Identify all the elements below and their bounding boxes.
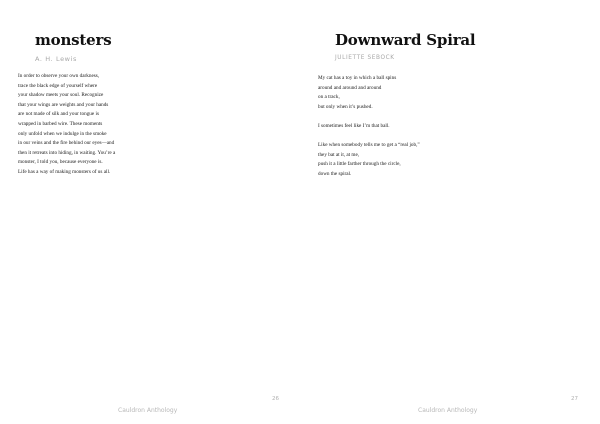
poem-line: push it a little farther through the circle,	[318, 161, 401, 168]
poem-line: your shadow meets your soul. Recognize	[18, 92, 104, 99]
poem-line: In order to observe your own darkness,	[18, 73, 100, 79]
poem-line: then it retreats into hiding, in waiting. You’re a	[18, 149, 116, 156]
page-footer: Cauldron Anthology	[418, 407, 478, 414]
poem-stanza	[18, 72, 115, 178]
poem-line: down the spiral.	[318, 170, 352, 177]
poem-line: are not made of silk and your tongue is	[18, 111, 99, 118]
poem-line: they bat at it, at me,	[318, 151, 360, 158]
poem-title: Downward Spiral	[335, 31, 476, 49]
poem-line: in our veins and the fire behind our eyes—and	[18, 140, 115, 147]
poem-line: Like when somebody tells me to get a “real job,”	[318, 142, 420, 149]
poem-line: on a track,	[318, 94, 340, 101]
poem-line: Life has a way of making monsters of us all.	[18, 168, 111, 175]
page-footer: Cauldron Anthology	[118, 407, 178, 414]
poem-title: monsters	[35, 31, 112, 49]
poem-stanza	[318, 74, 420, 112]
poem-line: I sometimes feel like I’m that ball.	[318, 122, 390, 129]
poem-line: but only when it’s pushed.	[318, 103, 373, 110]
page-number: 26	[272, 396, 279, 402]
poem-stanza	[318, 141, 420, 179]
poem-author: JULIETTE SEBOCK	[335, 55, 395, 61]
poem-body	[318, 74, 420, 180]
poem-body	[18, 72, 115, 178]
poem-author: A. H. Lewis	[35, 55, 77, 63]
poem-line: wrapped in barbed wire. These moments	[18, 120, 103, 127]
poem-stanza	[318, 122, 420, 132]
poem-line: around and around and around	[318, 84, 382, 91]
poem-line: monster, I told you, because everyone is.	[18, 159, 103, 166]
poem-line: trace the black edge of yourself where	[18, 82, 98, 89]
poem-line: only unfold when we indulge in the smoke	[18, 130, 107, 137]
page-number: 27	[571, 396, 578, 402]
poem-line: that your wings are weights and your hands	[18, 101, 109, 108]
right-page	[300, 0, 600, 424]
poem-line: My cat has a toy in which a ball spins	[318, 75, 397, 81]
